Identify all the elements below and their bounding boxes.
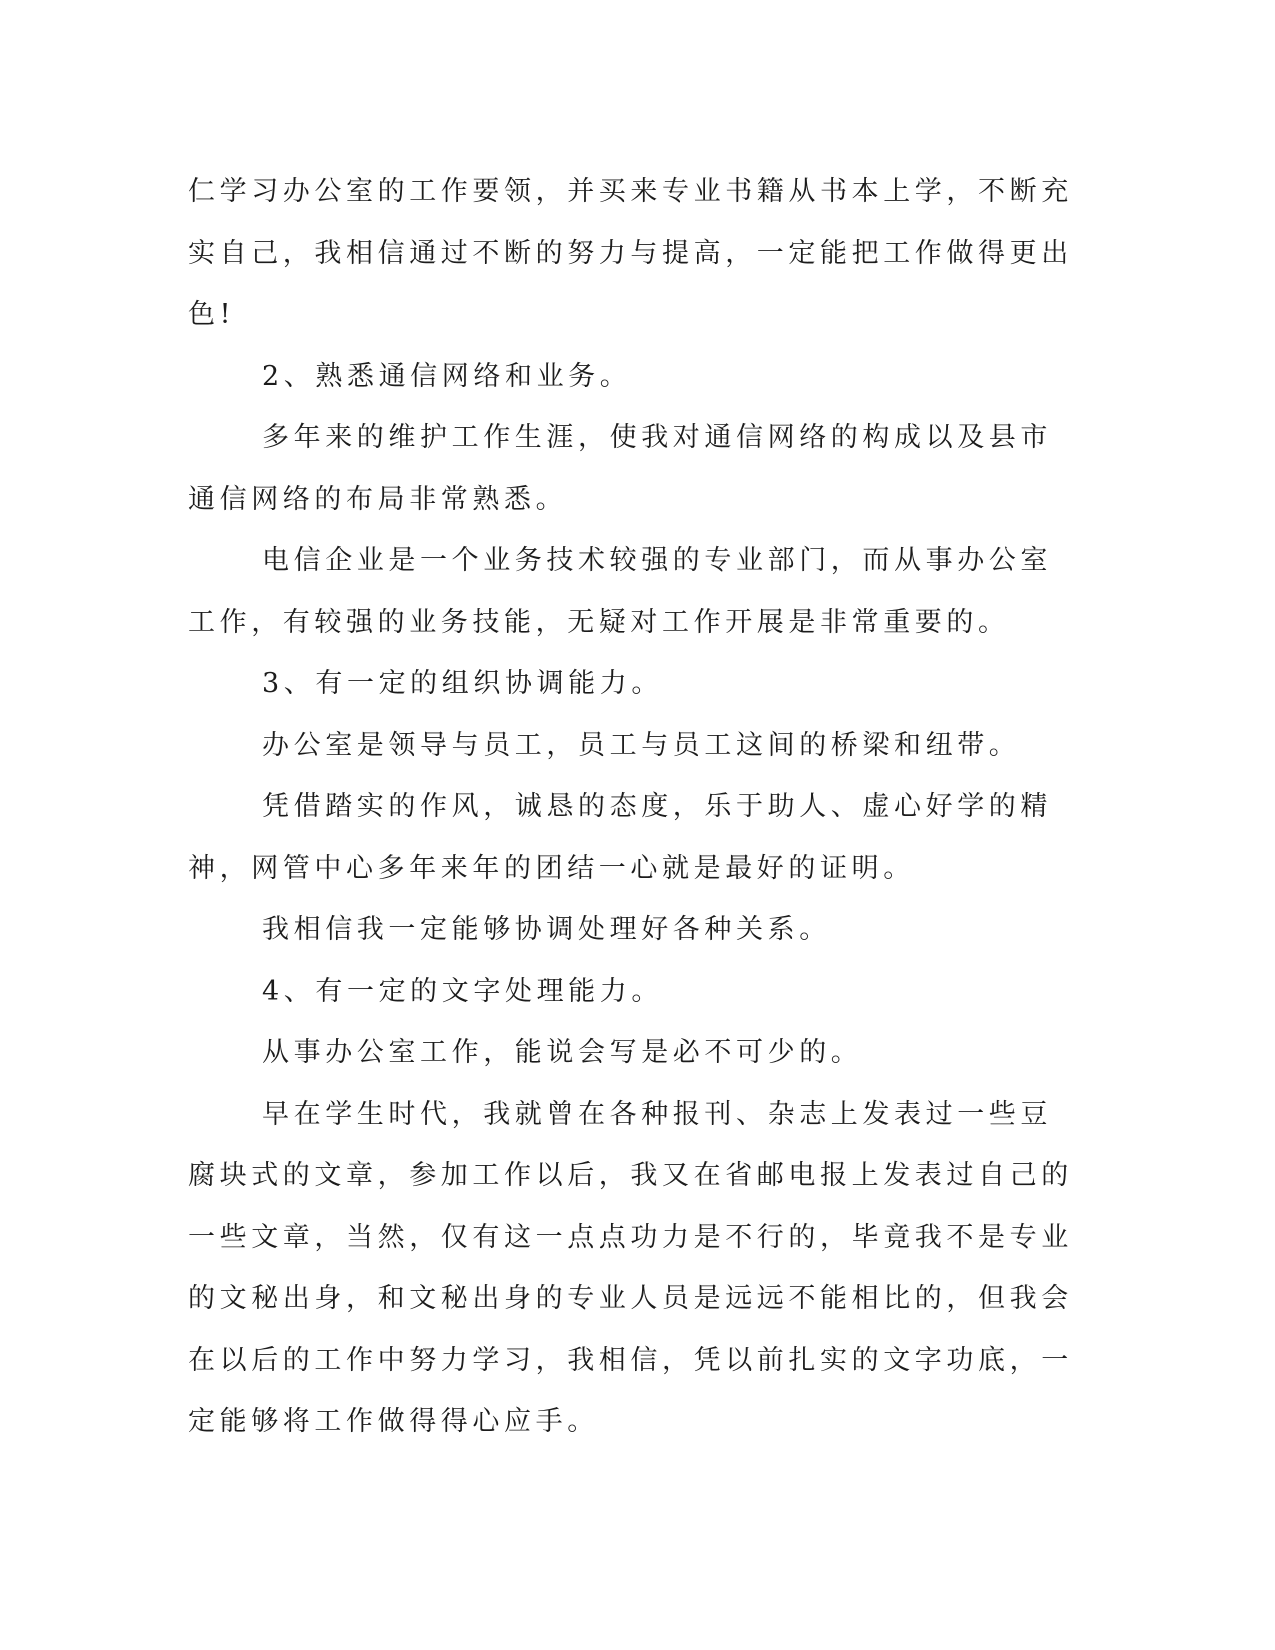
paragraph: 凭借踏实的作风，诚恳的态度，乐于助人、虚心好学的精神，网管中心多年来年的团结一心就是最好的证明。 (188, 791, 1052, 884)
paragraph-continuation: 仁学习办公室的工作要领，并买来专业书籍从书本上学，不断充实自己，我相信通过不断的努力与提高，一定能把工作做得更出色! (188, 176, 1073, 330)
paragraph: 早在学生时代，我就曾在各种报刊、杂志上发表过一些豆腐块式的文章，参加工作以后，我又在省邮电报上发表过自己的一些文章，当然，仅有这一点点功力是不行的，毕竟我不是专业的文秘出身，和文秘出身的专业人员是远远不能相比的，但我会在以后的工作中努力学习，我相信，凭以前扎实的文字功底，一定能够将工作做得得心应手。 (188, 1098, 1073, 1437)
paragraph: 电信企业是一个业务技术较强的专业部门，而从事办公室工作，有较强的业务技能，无疑对工作开展是非常重要的。 (188, 545, 1052, 638)
document-body (188, 161, 1078, 1453)
paragraph: 多年来的维护工作生涯，使我对通信网络的构成以及县市通信网络的布局非常熟悉。 (188, 422, 1052, 515)
paragraph: 我相信我一定能够协调处理好各种关系。 (262, 914, 831, 945)
heading-item-2: 2、熟悉通信网络和业务。 (262, 360, 632, 392)
paragraph: 办公室是领导与员工，员工与员工这间的桥梁和纽带。 (262, 729, 1021, 761)
paragraph: 从事办公室工作，能说会写是必不可少的。 (262, 1037, 863, 1068)
heading-item-3: 3、有一定的组织协调能力。 (262, 668, 663, 699)
heading-item-4: 4、有一定的文字处理能力。 (262, 975, 663, 1007)
